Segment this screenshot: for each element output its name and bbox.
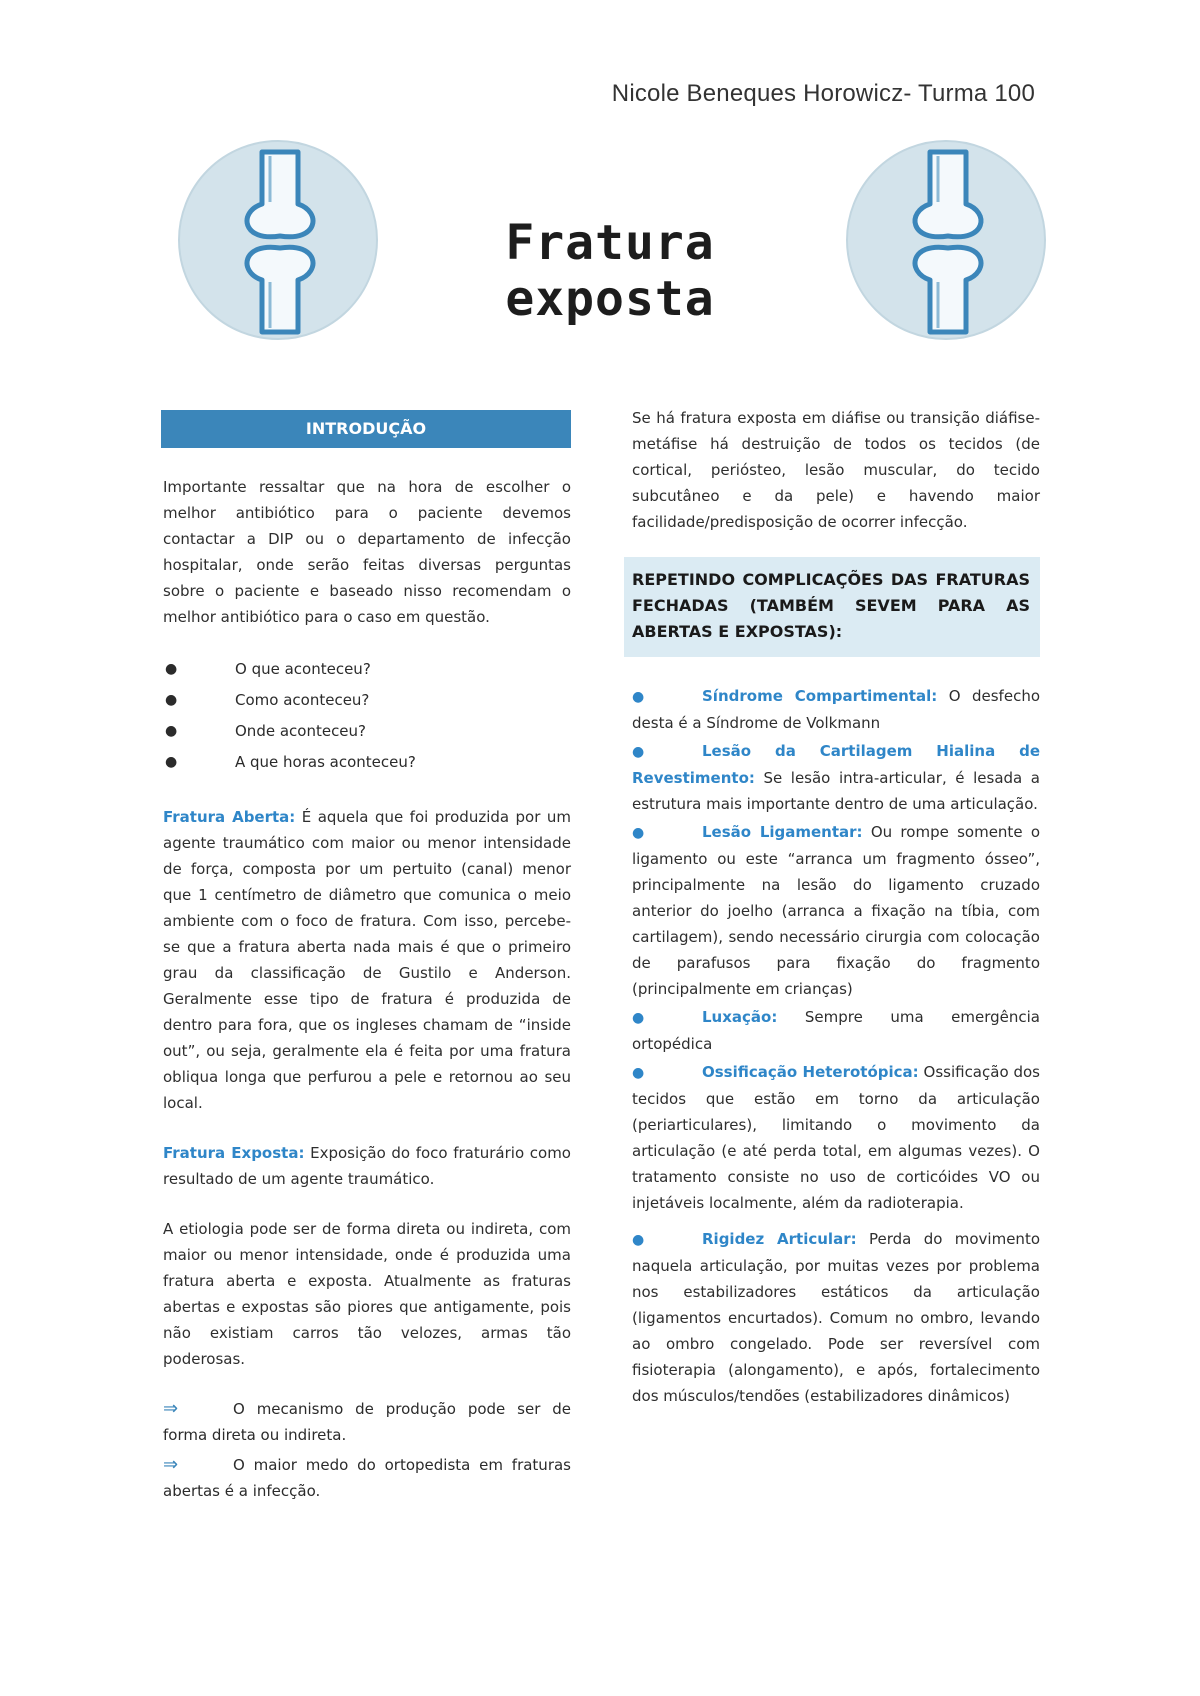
left-column	[163, 410, 571, 1508]
complication-item: ● Lesão Ligamentar: Ou rompe somente o ligamento ou este “arranca um fragmento ósseo”, principalmente na lesão do ligamento cruzado anterior do joelho (arranca a fixação na tíbia, com cartilagem), sendo necessário cirurgia com colocação de parafusos para fixação do fragmento (principalmente em crianças)	[632, 819, 1040, 1002]
list-item: ● O que aconteceu?	[163, 654, 571, 685]
author-name: Nicole Beneques Horowicz- Turma 100	[611, 80, 1035, 107]
right-column	[632, 405, 1040, 1411]
knee-joint-icon-left	[178, 140, 378, 340]
intro-paragraph: Importante ressaltar que na hora de escolher o melhor antibiótico para o paciente devemos contactar a DIP ou o departamento de infecção hospitalar, onde serão feitas diversas perguntas sobre o paciente e baseado nisso recomendam o melhor antibiótico para o caso em questão.	[163, 478, 571, 626]
list-item: ● Como aconteceu?	[163, 685, 571, 716]
page-title: Fratura exposta	[505, 215, 715, 327]
intro-heading: INTRODUÇÃO	[161, 410, 571, 448]
fratura-exposta-paragraph: Fratura Exposta: Exposição do foco fraturário como resultado de um agente traumático.	[163, 1144, 571, 1188]
complicacoes-heading: REPETINDO COMPLICAÇÕES DAS FRATURAS FECHADAS (TAMBÉM SEVEM PARA AS ABERTAS E EXPOSTAS):	[624, 557, 1040, 657]
fratura-aberta-term: Fratura Aberta:	[163, 808, 296, 826]
list-item: ● A que horas aconteceu?	[163, 747, 571, 778]
bullet-icon: ●	[632, 825, 645, 841]
bullet-icon: ●	[165, 692, 178, 708]
bullet-icon: ●	[632, 689, 645, 705]
bullet-icon: ●	[165, 754, 178, 770]
complication-item: ● Rigidez Articular: Perda do movimento naquela articulação, por muitas vezes por problema nos estabilizadores estáticos da articulação (ligamentos encurtados). Comum no ombro, levando ao ombro congelado. Pode ser reversível com fisioterapia (alongamento), e após, fortalecimento dos músculos/tendões (estabilizadores dinâmicos)	[632, 1226, 1040, 1409]
bullet-icon: ●	[165, 661, 178, 677]
questions-list	[163, 654, 571, 778]
etiologia-paragraph: A etiologia pode ser de forma direta ou indireta, com maior ou menor intensidade, onde é produzida uma fratura aberta e exposta. Atualmente as fraturas abertas e expostas são piores que antigamente, pois não existiam carros tão velozes, armas tão poderosas.	[163, 1220, 571, 1368]
fratura-aberta-paragraph: Fratura Aberta: É aquela que foi produzida por um agente traumático com maior ou menor intensidade de força, composta por um pertuito (canal) menor que 1 centímetro de diâmetro que comunica o meio ambiente com o foco de fratura. Com isso, percebe-se que a fratura aberta nada mais é que o primeiro grau da classificação de Gustilo e Anderson. Geralmente esse tipo de fratura é produzida de dentro para fora, que os ingleses chamam de “inside out”, ou seja, geralmente ela é feita por uma fratura obliqua longa que perfurou a pele e retornou ao seu local.	[163, 808, 571, 1112]
arrow-right-icon: ⇒	[163, 1454, 179, 1475]
list-item: ● Onde aconteceu?	[163, 716, 571, 747]
complication-item: ● Síndrome Compartimental: O desfecho desta é a Síndrome de Volkmann	[632, 683, 1040, 736]
arrow-right-icon: ⇒	[163, 1398, 179, 1419]
diafise-paragraph: Se há fratura exposta em diáfise ou transição diáfise-metáfise há destruição de todos os tecidos (de cortical, periósteo, lesão muscular, do tecido subcutâneo e da pele) e havendo maior facilidade/predisposição de ocorrer infecção.	[632, 409, 1040, 531]
arrow-item: ⇒ O maior medo do ortopedista em fraturas abertas é a infecção.	[163, 1454, 571, 1500]
complication-item: ● Luxação: Sempre uma emergência ortopédica	[632, 1004, 1040, 1057]
bullet-icon: ●	[165, 723, 178, 739]
arrow-item: ⇒ O mecanismo de produção pode ser de forma direta ou indireta.	[163, 1398, 571, 1444]
knee-joint-icon	[180, 142, 380, 342]
bullet-icon: ●	[632, 1065, 645, 1081]
bullet-icon: ●	[632, 1232, 645, 1248]
complication-item: ● Lesão da Cartilagem Hialina de Revestimento: Se lesão intra-articular, é lesada a estrutura mais importante dentro de uma articulação.	[632, 738, 1040, 817]
complication-item: ● Ossificação Heterotópica: Ossificação dos tecidos que estão em torno da articulação (periarticulares), limitando o movimento da articulação (e até perda total, em algumas vezes). O tratamento consiste no uso de corticóides VO ou injetáveis localmente, além da radioterapia.	[632, 1059, 1040, 1216]
knee-joint-icon-right	[846, 140, 1046, 340]
knee-joint-icon	[848, 142, 1048, 342]
bullet-icon: ●	[632, 744, 645, 760]
fratura-exposta-term: Fratura Exposta:	[163, 1144, 305, 1162]
bullet-icon: ●	[632, 1010, 645, 1026]
